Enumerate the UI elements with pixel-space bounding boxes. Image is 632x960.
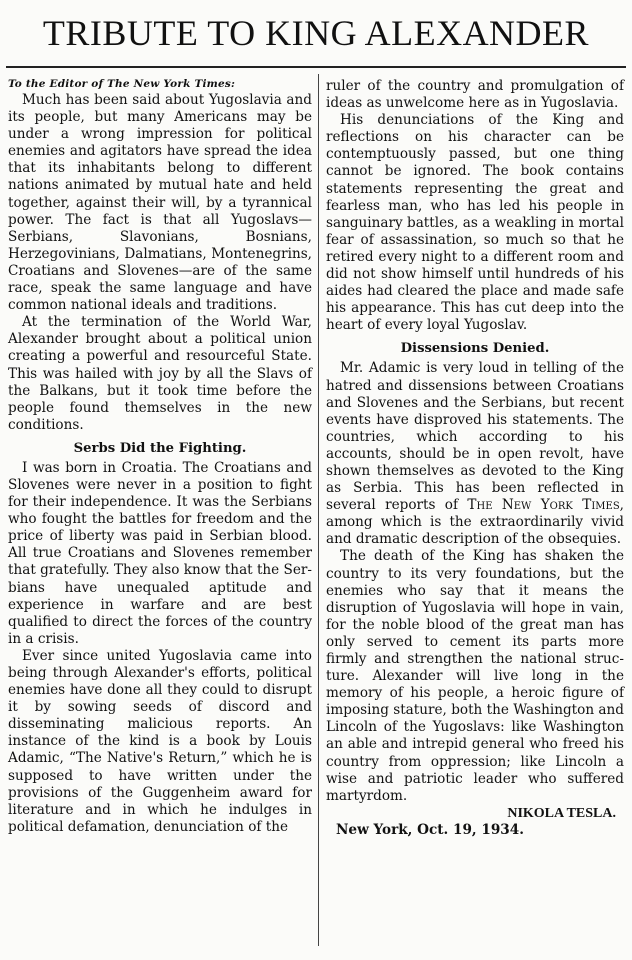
- paragraph-4-continued: ruler of the country and promulgation of ideas as unwelcome here as in Yugoslavia.: [326, 78, 624, 112]
- headline: TRIBUTE TO KING ALEXANDER: [42, 13, 590, 53]
- salutation: To the Editor of The New York Times:: [8, 78, 236, 90]
- paragraph-7: The death of the King has shaken the country to its very foundations, but the enemies who say that it means the disruption of Yugoslavia will hope in vain, for the noble blood of the great man has only served to cement its parts more firmly and strengthen the national structure. Alexander will live long in the memory of his people, a heroic figure of imposing stature, both the Washington and Lincoln of the Yugoslavs: like Washington an able and intrepid general who freed his country from oppression; like Lincoln a wise and patriotic leader who suffered martyrdom.: [326, 548, 624, 804]
- left-column: [8, 78, 312, 836]
- subhead-dissensions: Dissensions Denied.: [400, 341, 550, 357]
- signature: NIKOLA TESLA.: [507, 805, 616, 821]
- newspaper-name: The New York Times: [467, 497, 620, 514]
- column-divider: [318, 74, 319, 946]
- dateline: New York, Oct. 19, 1934.: [336, 821, 524, 838]
- paragraph-1: Much has been said about Yugoslavia and its people, but many Americans may be under a wrong impression for political enemies and agitators have spread the idea that its inhabitants belong to different nations animated by mutual hate and held together, against their will, by a tyrannical power. The fact is that all Yugoslavs—Serbians, Slavonians, Bosnians, Herzegovinians, Dalmatians, Montenegrins, Croatians and Slovenes—are of the same race, speak the same language and have common national ideals and traditions.: [8, 92, 312, 314]
- paragraph-3: I was born in Croatia. The Croatians and Slovenes were never in a position to fight for their independence. It was the Serbians who fought the battles for freedom and the price of liberty was paid in Serbian blood. All true Croatians and Slovenes remember that gratefully. They also know that the Serbians have unequaled aptitude and experience in warfare and are best qualified to direct the forces of the country in a crisis.: [8, 459, 312, 647]
- paragraph-5: His denunciations of the King and reflections on his character can be contemptuously passed, but one thing cannot be ignored. The book contains statements representing the great and fearless man, who has led his people in sanguinary battles, as a weakling in mortal fear of assassination, so much so that he retired every night to a different room and did not show himself until hundreds of his aides had cleared the place and made safe his appearance. This has cut deep into the heart of every loyal Yugoslav.: [326, 112, 624, 334]
- paragraph-6-part-a: Mr. Adamic is very loud in telling of the hatred and dissensions between Croatians and Slovenes and the Serbians, but recent events have disproved his statements. The countries, which according to his accounts, should be in open revolt, have shown themselves as devoted to the King as Serbia. This has been reflected in several reports of: [326, 360, 624, 514]
- paragraph-6-part-b: , among which is the extraordinarily vivid and dramatic description of the obsequies.: [326, 497, 624, 548]
- paragraph-6: [326, 360, 624, 548]
- right-column: [326, 78, 624, 839]
- paragraph-2: At the termination of the World War, Alexander brought about a political union creating a powerful and resourceful State. This was hailed with joy by all the Slavs of the Balkans, but it took time before the people found themselves in the new conditions.: [8, 314, 312, 433]
- subhead-serbs: Serbs Did the Fighting.: [73, 440, 247, 456]
- headline-rule: [6, 66, 626, 68]
- paragraph-4: Ever since united Yugoslavia came into being through Alexander's efforts, political enemies have done all they could to disrupt it by sowing seeds of discord and disseminating malicious reports. An instance of the kind is a book by Louis Adamic, “The Native's Return,” which he is supposed to have written under the provisions of the Guggenheim award for literature and in which he indulges in political defamation, denunciation of the: [8, 647, 312, 835]
